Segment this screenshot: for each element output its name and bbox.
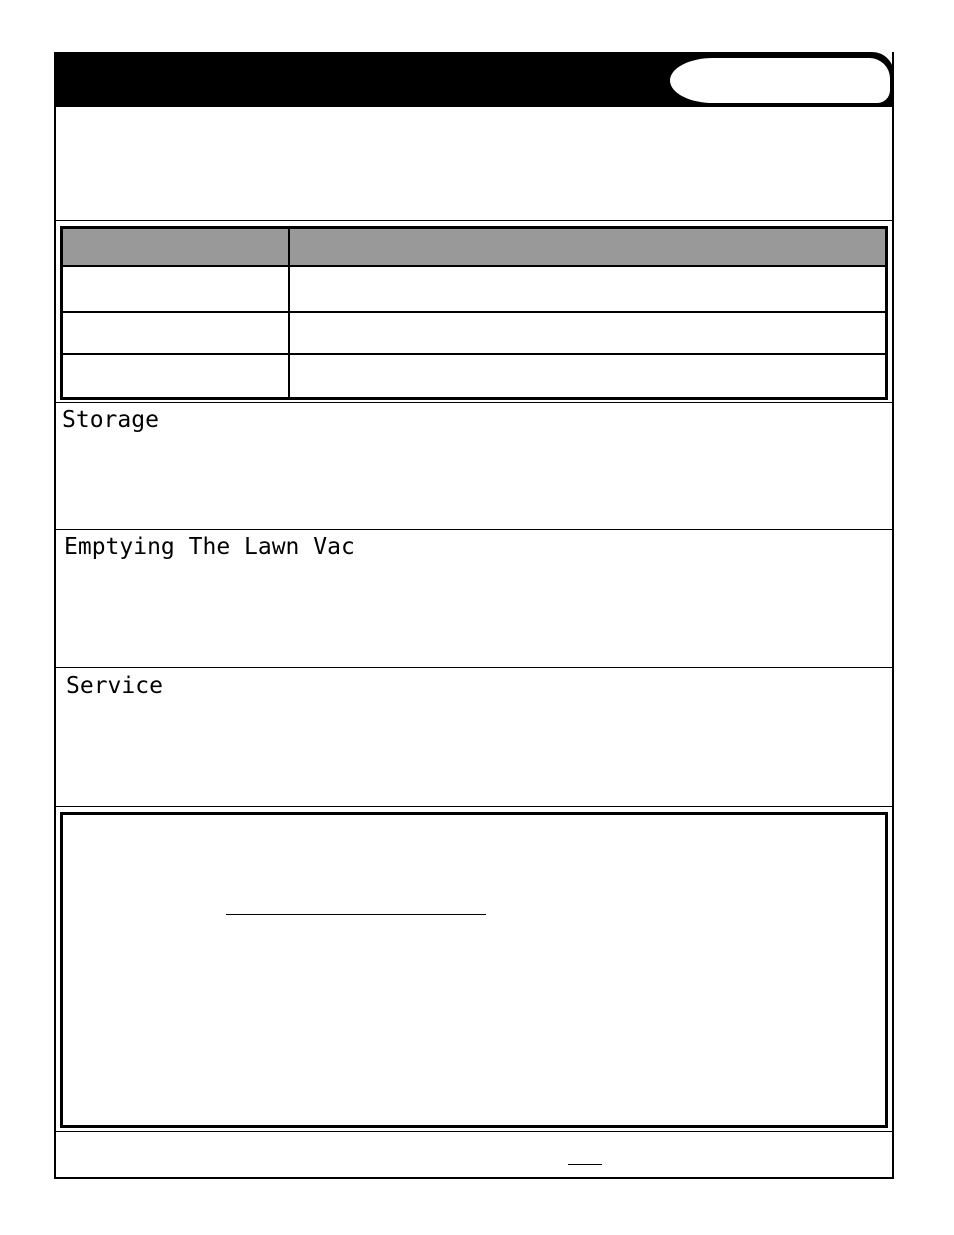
notice-divider bbox=[56, 806, 892, 807]
spec-table bbox=[60, 226, 888, 400]
emptying-heading: Emptying The Lawn Vac bbox=[64, 534, 355, 560]
intro-divider bbox=[56, 220, 892, 221]
table-row-divider bbox=[63, 311, 885, 313]
table-row-divider bbox=[63, 353, 885, 355]
intro-box bbox=[56, 107, 890, 219]
footer-page-underline bbox=[568, 1164, 602, 1165]
table-column-divider bbox=[288, 229, 290, 397]
storage-divider bbox=[56, 402, 892, 403]
service-divider bbox=[56, 667, 892, 668]
notice-box bbox=[60, 812, 888, 1128]
page-tab bbox=[669, 57, 891, 104]
footer-divider bbox=[56, 1131, 892, 1132]
storage-heading: Storage bbox=[62, 407, 159, 433]
emptying-divider bbox=[56, 529, 892, 530]
table-header-row bbox=[63, 229, 885, 267]
service-heading: Service bbox=[66, 673, 163, 699]
notice-underline bbox=[226, 914, 486, 915]
